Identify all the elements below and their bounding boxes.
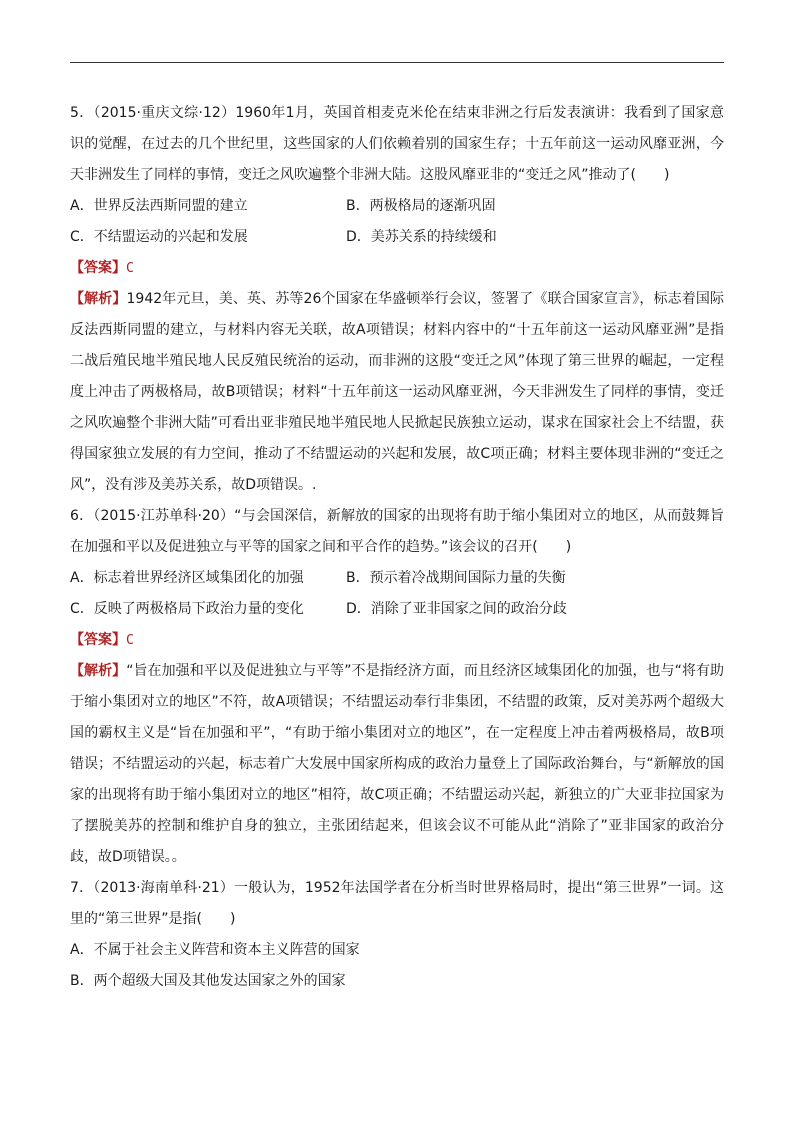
question-5-answer <box>70 253 724 284</box>
question-6-option-a: A．标志着世界经济区域集团化的加强 <box>70 570 304 586</box>
question-5-option-b: B．两极格局的逐渐巩固 <box>346 198 496 214</box>
answer-tag: 【答案】 <box>70 260 126 276</box>
analysis-tag: 【解析】 <box>70 663 127 679</box>
question-6-options-row-1 <box>70 563 724 594</box>
answer-letter: C <box>126 261 134 276</box>
question-6-option-c: C．反映了两极格局下政治力量的变化 <box>70 601 304 617</box>
question-7-option-a: A．不属于社会主义阵营和资本主义阵营的国家 <box>70 942 360 958</box>
question-7-option-b: B．两个超级大国及其他发达国家之外的国家 <box>70 973 346 989</box>
analysis-tag: 【解析】 <box>70 291 127 307</box>
document-body <box>70 98 724 997</box>
question-5-stem: 5．（2015·重庆文综·12）1960年1月，英国首相麦克米伦在结束非洲之行后发表演讲：我看到了国家意识的觉醒，在过去的几个世纪里，这些国家的人们依赖着别的国家生存；十五年前这一运动风靡亚洲，今天非洲发生了同样的事情，变迁之风吹遍整个非洲大陆。这股风靡亚非的“变迁之风”推动了( ) <box>70 105 724 183</box>
question-5-options-row-1 <box>70 191 724 222</box>
question-6-answer <box>70 625 724 656</box>
analysis-text: 1942年元旦，美、英、苏等26个国家在华盛顿举行会议，签署了《联合国家宣言》，标志着国际反法西斯同盟的建立，与材料内容无关联，故A项错误；材料内容中的“十五年前这一运动风靡亚洲”是指二战后殖民地半殖民地人民反殖民统治的运动，而非洲的这股“变迁之风”体现了第三世界的崛起，一定程度上冲击了两极格局，故B项错误；材料“十五年前这一运动风靡亚洲，今天非洲发生了同样的事情，变迁之风吹遍整个非洲大陆”可看出亚非殖民地半殖民地人民掀起民族独立运动，谋求在国家社会上不结盟，获得国家独立发展的有力空间，推动了不结盟运动的兴起和发展，故C项正确；材料主要体现非洲的“变迁之风”，没有涉及美苏关系，故D项错误。. <box>70 291 724 493</box>
analysis-text: “旨在加强和平以及促进独立与平等”不是指经济方面，而且经济区域集团化的加强，也与“将有助于缩小集团对立的地区”不符，故A项错误；不结盟运动奉行非集团，不结盟的政策，反对美苏两个超级大国的霸权主义是“旨在加强和平”，“有助于缩小集团对立的地区”，在一定程度上冲击着两极格局，故B项错误；不结盟运动的兴起，标志着广大发展中国家所构成的政治力量登上了国际政治舞台，与“新解放的国家的出现将有助于缩小集团对立的地区”相符，故C项正确；不结盟运动兴起，新独立的广大亚非拉国家为了摆脱美苏的控制和维护自身的独立，主张团结起来，但该会议不可能从此“消除了”亚非国家的政治分歧，故D项错误。。 <box>70 663 725 865</box>
question-6-option-b: B．预示着冷战期间国际力量的失衡 <box>346 570 566 586</box>
question-6-options-row-2 <box>70 594 724 625</box>
question-5-options-row-2 <box>70 222 724 253</box>
question-5-option-d: D．美苏关系的持续缓和 <box>346 229 497 245</box>
question-5-analysis <box>70 284 724 501</box>
question-5-option-a: A．世界反法西斯同盟的建立 <box>70 198 248 214</box>
question-7-stem: 7．（2013·海南单科·21）一般认为，1952年法国学者在分析当时世界格局时，提出“第三世界”一词。这里的“第三世界”是指( ) <box>70 880 724 927</box>
question-6-analysis <box>70 656 724 873</box>
answer-letter: C <box>126 633 134 648</box>
question-5-option-c: C．不结盟运动的兴起和发展 <box>70 229 248 245</box>
question-6-stem: 6．（2015·江苏单科·20）“与会国深信，新解放的国家的出现将有助于缩小集团对立的地区，从而鼓舞旨在加强和平以及促进独立与平等的国家之间和平合作的趋势。”该会议的召开( ) <box>70 508 724 555</box>
header-rule <box>70 62 724 63</box>
answer-tag: 【答案】 <box>70 632 126 648</box>
question-6-option-d: D．消除了亚非国家之间的政治分歧 <box>346 601 567 617</box>
